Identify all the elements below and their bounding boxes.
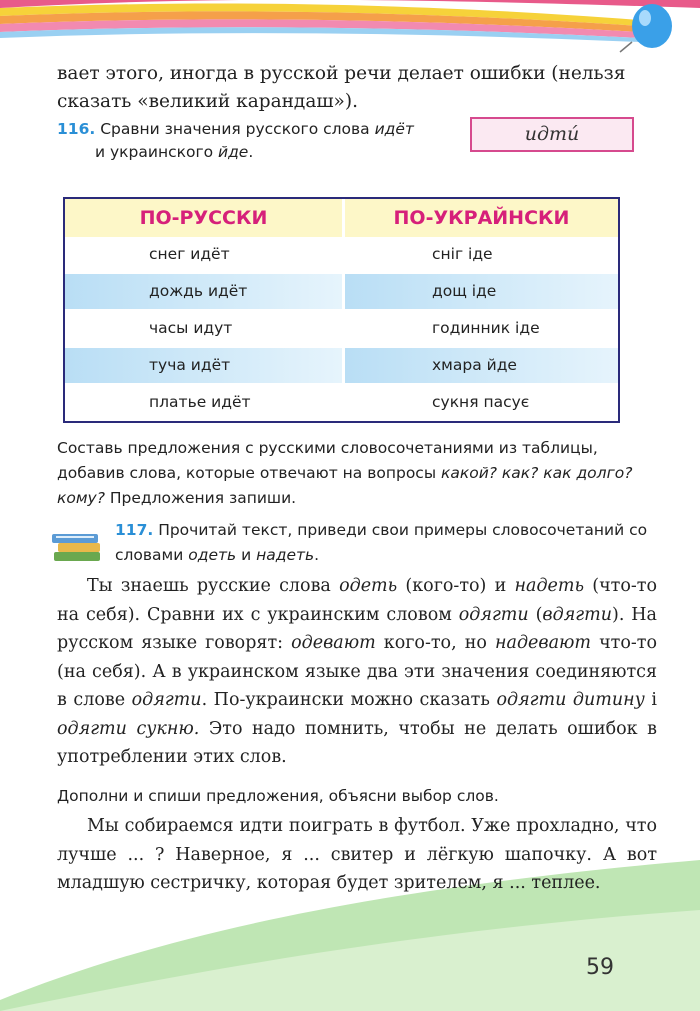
table-cell-ru: часы идут <box>149 319 233 337</box>
word-nadet: надеть <box>256 546 315 564</box>
ex116-text-2: и украинского <box>95 143 219 161</box>
task116-text-2: Предложения запиши. <box>104 489 297 507</box>
text-part: ( <box>528 604 543 625</box>
table-cell-ru: снег идёт <box>149 245 230 263</box>
text-part: кого-то, но <box>375 633 495 653</box>
text-italic: надевают <box>494 633 592 653</box>
rainbow-decoration <box>0 0 700 60</box>
books-icon <box>50 526 106 566</box>
exercise-number: 117. <box>115 521 154 539</box>
table-cell-ua: дощ іде <box>345 274 618 309</box>
ex117-period: . <box>314 546 320 564</box>
text-italic: одягти сукню. <box>57 718 200 739</box>
reading-paragraph <box>57 572 657 772</box>
task116-questions: какой? как? как долго? кому? <box>57 464 633 507</box>
text-part: Это надо помнить, чтобы не делать ошибок в употреблении этих слов. <box>57 718 658 767</box>
text-italic: одеть <box>339 576 398 596</box>
reading-text <box>57 572 657 772</box>
task-117: Дополни и спиши предложения, объясни выбор слов. <box>57 787 499 805</box>
header-ukrainian: ПО-УКРАЙНСКИ <box>345 199 618 237</box>
text-part: ). На русском языке говорят: <box>57 604 657 653</box>
header-russian: ПО-РУССКИ <box>65 199 342 237</box>
ex116-period: . <box>248 143 254 161</box>
exercise-number: 116. <box>57 120 96 138</box>
exercise-116 <box>57 118 457 164</box>
final-paragraph: Мы собираемся идти поиграть в футбол. Уже прохладно, что лучше ... ? Наверное, я ... свитер и лёгкую шапочку. А вот младшую сестричку, которая будет зрителем, я ... теплее. <box>57 816 657 893</box>
ex116-line-2 <box>57 141 457 164</box>
ex116-text-1: Сравни значения русского слова <box>100 120 375 138</box>
intro-text: вает этого, иногда в русской речи делает ошибки (нельзя сказать «великий карандаш»). <box>57 63 626 112</box>
text-italic: вдягти <box>542 604 612 625</box>
word-odet: одеть <box>188 546 237 564</box>
table-cell-ru: дождь идёт <box>65 274 342 309</box>
table-cell-ru: платье идёт <box>149 393 251 411</box>
text-italic: одягти <box>131 690 202 710</box>
comparison-table <box>63 197 620 423</box>
table-cell-ua: хмара йде <box>345 348 618 383</box>
text-italic: одевают <box>291 633 376 653</box>
table-cell-ua: годинник іде <box>432 319 540 337</box>
text-italic: надеть <box>514 576 585 596</box>
table-cell-ua: сніг іде <box>432 245 493 263</box>
final-text <box>57 812 657 898</box>
text-part: . По-украински можно сказать <box>201 690 497 710</box>
page-number: 59 <box>586 955 614 980</box>
exercise-117 <box>115 518 655 568</box>
word-ru: идёт <box>374 120 414 138</box>
ex117-text-1: Прочитай текст, приведи свои примеры словосочетаний со словами <box>115 521 648 564</box>
task-116 <box>57 436 657 511</box>
text-part: (что-то на себя). Сравни их с украинским словом <box>57 576 657 625</box>
vocabulary-box: идтú <box>470 117 634 152</box>
text-italic: одягти дитину <box>496 690 645 710</box>
text-part: (кого-то) и <box>397 576 515 596</box>
text-italic: одягти <box>458 604 529 625</box>
ex117-and: и <box>236 546 257 564</box>
table-cell-ua: сукня пасує <box>432 393 530 411</box>
text-part: Ты знаешь русские слова <box>87 576 340 596</box>
task116-text-1: Составь предложения с русскими словосочетаниями из таблицы, добавив слова, которые отвечают на вопросы <box>57 439 598 482</box>
word-ua: йде <box>218 143 249 161</box>
text-part: і <box>644 690 657 710</box>
text-part: что-то (на себя). А в украинском языке два эти значения соединяются в слове <box>57 633 657 710</box>
table-cell-ru: туча идёт <box>65 348 342 383</box>
